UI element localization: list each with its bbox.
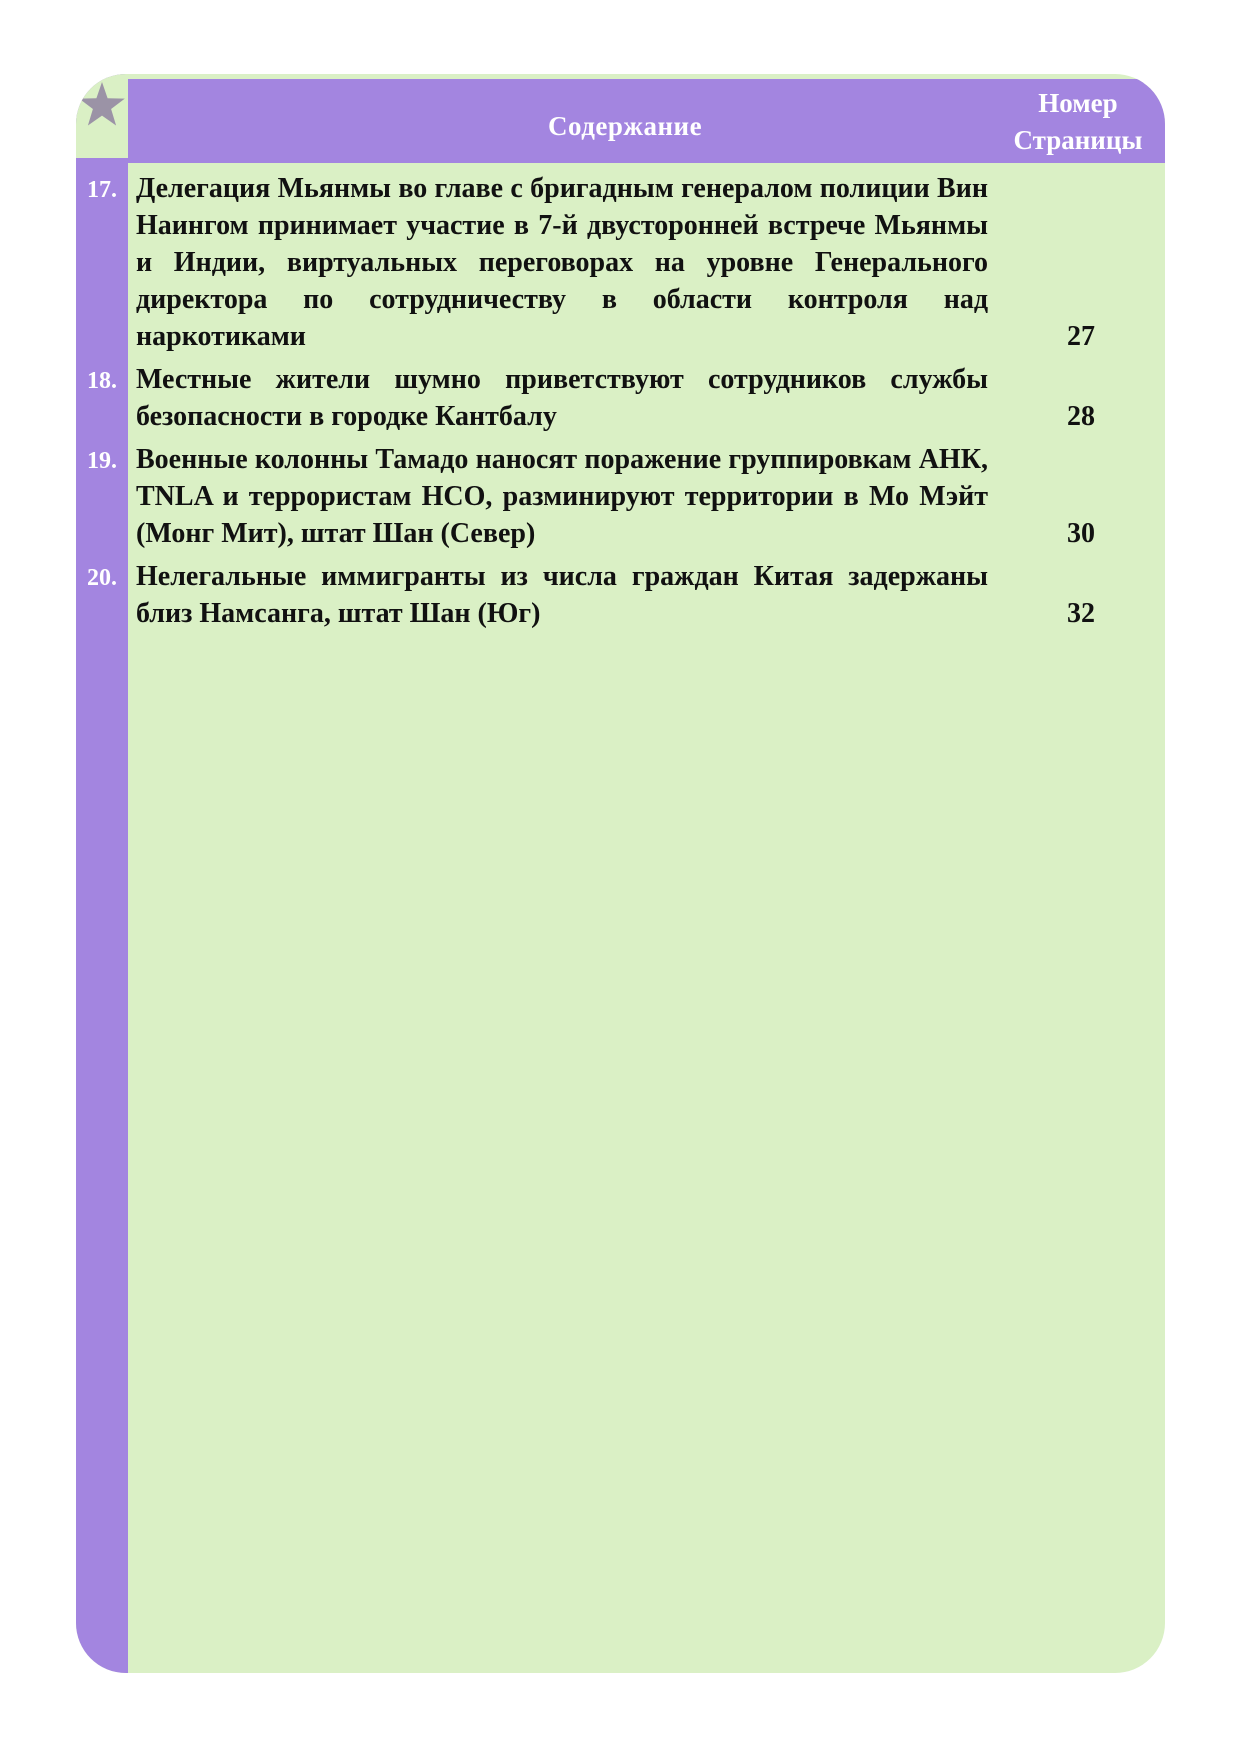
entry-title: Делегация Мьянмы во главе с бригадным генералом полиции Вин Наингом принимает участие в 7-й двусторонней встрече Мьянмы и Индии, виртуальных переговорах на уровне Генерального директора по сотрудничеству в области контроля над наркотиками	[136, 173, 988, 352]
entry-page-number: 30	[1067, 518, 1095, 549]
entry-number: 18.	[87, 368, 117, 394]
entry-page-number: 27	[1067, 321, 1095, 352]
contents-entry[interactable]	[76, 361, 1165, 435]
page-number-header-line1: Номер	[1038, 88, 1118, 118]
entry-number: 19.	[87, 448, 117, 474]
entry-title: Военные колонны Тамадо наносят поражение группировкам АНК, TNLA и террористам НСО, разминируют территории в Мо Мэйт (Монг Мит), штат Шан (Север)	[136, 444, 988, 549]
contents-page	[76, 74, 1165, 1673]
contents-entry[interactable]	[76, 441, 1165, 552]
contents-title: Содержание	[548, 111, 703, 141]
contents-header	[128, 79, 1165, 163]
entry-number: 17.	[87, 177, 117, 203]
page-number-header-line2: Страницы	[1013, 125, 1143, 155]
entry-number: 20.	[87, 565, 117, 591]
contents-entry[interactable]	[76, 558, 1165, 632]
entry-title: Местные жители шумно приветствуют сотрудников службы безопасности в городке Кантбалу	[136, 364, 988, 432]
entry-page-number: 32	[1067, 598, 1095, 629]
star-icon	[78, 80, 126, 128]
entry-title: Нелегальные иммигранты из числа граждан Китая задержаны близ Намсанга, штат Шан (Юг)	[136, 561, 988, 629]
contents-entry[interactable]	[76, 170, 1165, 355]
page-number-header	[993, 85, 1163, 159]
corner-cell	[76, 74, 128, 158]
contents-list	[76, 170, 1165, 638]
entry-page-number: 28	[1067, 401, 1095, 432]
